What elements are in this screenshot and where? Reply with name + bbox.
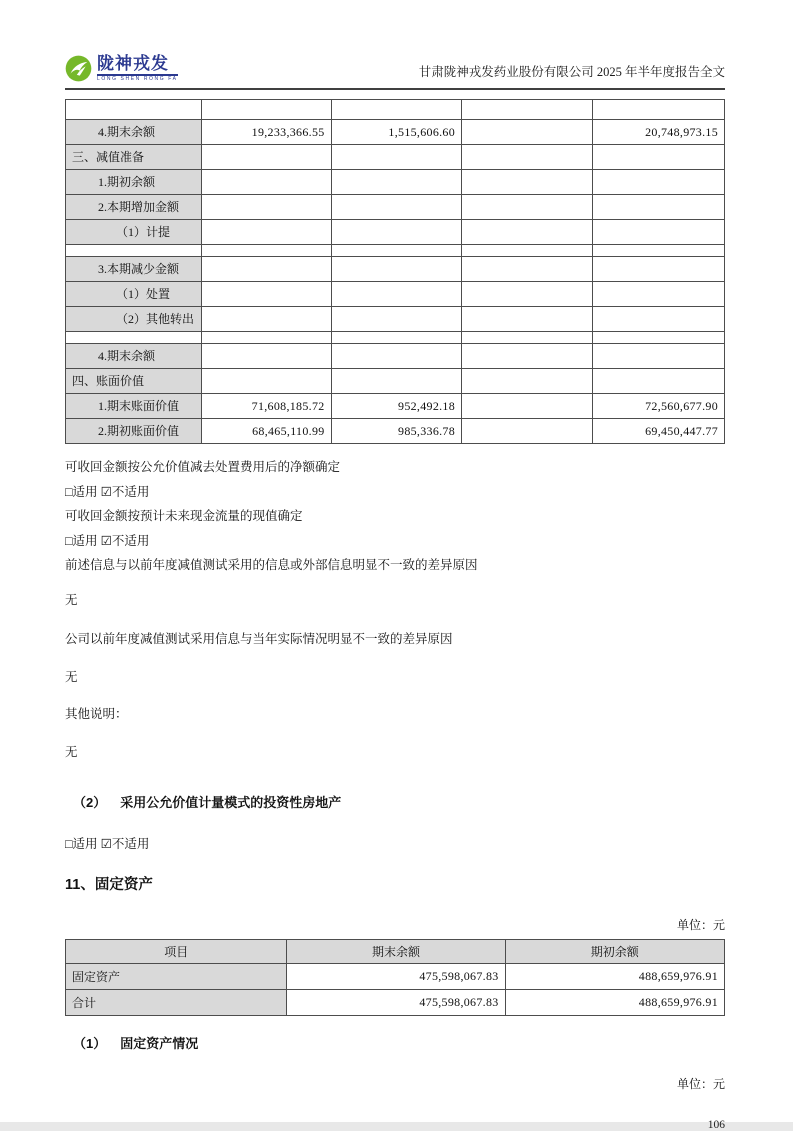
applicability-checkboxes: □适用 ☑不适用 — [65, 837, 150, 851]
table-row — [66, 964, 725, 990]
section-heading-fixed-assets: 11、固定资产 — [65, 877, 153, 893]
report-title: 甘肃陇神戎发药业股份有限公司 2025 年半年度报告全文 — [418, 65, 725, 79]
row-label-cell — [66, 332, 202, 344]
note-text: 公司以前年度减值测试采用信息与当年实际情况明显不一致的差异原因 — [65, 632, 453, 646]
value-cell — [592, 257, 725, 282]
section-heading-investment-property — [65, 792, 725, 811]
page-number: 106 — [707, 1119, 725, 1131]
value-cell — [462, 195, 592, 220]
row-label-cell: 四、账面价值 — [66, 369, 202, 394]
table-row — [66, 100, 725, 120]
column-header: 期初余额 — [505, 940, 724, 964]
row-label-cell: 1.期末账面价值 — [66, 394, 202, 419]
recoverable-amount-notes — [65, 455, 725, 764]
row-label-cell: （1）计提 — [66, 220, 202, 245]
value-cell — [592, 307, 725, 332]
table-row — [66, 245, 725, 257]
fixed-assets-table — [65, 939, 725, 1016]
value-cell — [462, 170, 592, 195]
value-cell — [592, 145, 725, 170]
value-cell — [462, 344, 592, 369]
row-label-cell: 1.期初余额 — [66, 170, 202, 195]
section-title: 固定资产情况 — [120, 1036, 199, 1051]
section-number: （2） — [73, 795, 107, 810]
note-text: 前述信息与以前年度减值测试采用的信息或外部信息明显不一致的差异原因 — [65, 558, 478, 572]
value-cell — [202, 220, 331, 245]
value-cell: 952,492.18 — [331, 394, 461, 419]
value-cell — [592, 332, 725, 344]
value-cell — [462, 257, 592, 282]
value-cell: 488,659,976.91 — [505, 964, 724, 990]
value-cell — [592, 100, 725, 120]
value-cell — [202, 257, 331, 282]
row-label-cell: 4.期末余额 — [66, 120, 202, 145]
section-title: 采用公允价值计量模式的投资性房地产 — [120, 795, 342, 810]
value-cell — [331, 100, 461, 120]
none-text: 无 — [65, 669, 78, 684]
value-cell — [202, 307, 331, 332]
logo-latin: LONG SHEN RONG FA — [97, 76, 178, 82]
value-cell — [331, 257, 461, 282]
table-row — [66, 990, 725, 1016]
value-cell — [462, 332, 592, 344]
impairment-provision-table — [65, 99, 725, 444]
row-label-cell: 合计 — [66, 990, 287, 1016]
value-cell — [462, 245, 592, 257]
other-notes-label: 其他说明： — [65, 707, 128, 721]
note-text: 可收回金额按公允价值减去处置费用后的净额确定 — [65, 460, 341, 474]
column-header: 期末余额 — [287, 940, 505, 964]
value-cell: 71,608,185.72 — [202, 394, 331, 419]
value-cell — [462, 394, 592, 419]
value-cell — [202, 332, 331, 344]
value-cell — [462, 282, 592, 307]
value-cell: 488,659,976.91 — [505, 990, 724, 1016]
unit-label: 单位：元 — [676, 1077, 725, 1091]
value-cell — [462, 419, 592, 444]
value-cell — [202, 245, 331, 257]
value-cell — [331, 344, 461, 369]
value-cell: 985,336.78 — [331, 419, 461, 444]
none-text: 无 — [65, 744, 78, 759]
value-cell — [462, 145, 592, 170]
value-cell — [462, 307, 592, 332]
value-cell — [592, 220, 725, 245]
value-cell — [331, 332, 461, 344]
value-cell — [202, 170, 331, 195]
value-cell — [331, 245, 461, 257]
applicability-checkboxes: □适用 ☑不适用 — [65, 484, 150, 499]
company-logo — [65, 55, 178, 82]
logo-text-block — [97, 55, 178, 82]
value-cell — [331, 282, 461, 307]
table-row — [66, 220, 725, 245]
value-cell — [202, 195, 331, 220]
row-label-cell: 三、减值准备 — [66, 145, 202, 170]
value-cell — [202, 282, 331, 307]
table-row — [66, 120, 725, 145]
table-row — [66, 145, 725, 170]
value-cell — [592, 369, 725, 394]
none-text: 无 — [65, 592, 78, 607]
value-cell — [202, 145, 331, 170]
value-cell — [462, 120, 592, 145]
column-header: 项目 — [66, 940, 287, 964]
value-cell — [202, 369, 331, 394]
logo-name: 陇神戎发 — [97, 54, 169, 73]
value-cell: 1,515,606.60 — [331, 120, 461, 145]
value-cell: 475,598,067.83 — [287, 964, 505, 990]
table-row — [66, 282, 725, 307]
value-cell — [462, 220, 592, 245]
value-cell — [592, 344, 725, 369]
table-row — [66, 369, 725, 394]
value-cell — [331, 195, 461, 220]
value-cell: 475,598,067.83 — [287, 990, 505, 1016]
value-cell — [202, 344, 331, 369]
value-cell — [331, 170, 461, 195]
applicability-checkboxes: □适用 ☑不适用 — [65, 533, 150, 548]
note-text: 可收回金额按预计未来现金流量的现值确定 — [65, 509, 303, 523]
logo-bird-icon — [65, 55, 92, 82]
value-cell: 69,450,447.77 — [592, 419, 725, 444]
value-cell — [592, 245, 725, 257]
value-cell: 68,465,110.99 — [202, 419, 331, 444]
row-label-cell: （1）处置 — [66, 282, 202, 307]
value-cell — [202, 100, 331, 120]
value-cell: 20,748,973.15 — [592, 120, 725, 145]
row-label-cell: 3.本期减少金额 — [66, 257, 202, 282]
value-cell — [331, 369, 461, 394]
value-cell — [592, 282, 725, 307]
row-label-cell — [66, 245, 202, 257]
table-header-row — [66, 940, 725, 964]
unit-label: 单位：元 — [676, 918, 725, 932]
row-label-cell: 2.期初账面价值 — [66, 419, 202, 444]
value-cell — [592, 195, 725, 220]
value-cell — [331, 307, 461, 332]
value-cell: 19,233,366.55 — [202, 120, 331, 145]
value-cell — [331, 145, 461, 170]
table-row — [66, 307, 725, 332]
table-row — [66, 394, 725, 419]
value-cell — [592, 170, 725, 195]
row-label-cell — [66, 100, 202, 120]
table-row — [66, 332, 725, 344]
row-label-cell: 2.本期增加金额 — [66, 195, 202, 220]
value-cell — [331, 220, 461, 245]
table-row — [66, 195, 725, 220]
page-header — [65, 50, 725, 90]
value-cell — [462, 100, 592, 120]
value-cell: 72,560,677.90 — [592, 394, 725, 419]
row-label-cell: 4.期末余额 — [66, 344, 202, 369]
row-label-cell: 固定资产 — [66, 964, 287, 990]
section-heading-fixed-asset-detail — [65, 1033, 725, 1052]
table-row — [66, 170, 725, 195]
section-number: （1） — [73, 1036, 107, 1051]
table-row — [66, 344, 725, 369]
table-row — [66, 257, 725, 282]
table-row — [66, 419, 725, 444]
row-label-cell: （2）其他转出 — [66, 307, 202, 332]
value-cell — [462, 369, 592, 394]
